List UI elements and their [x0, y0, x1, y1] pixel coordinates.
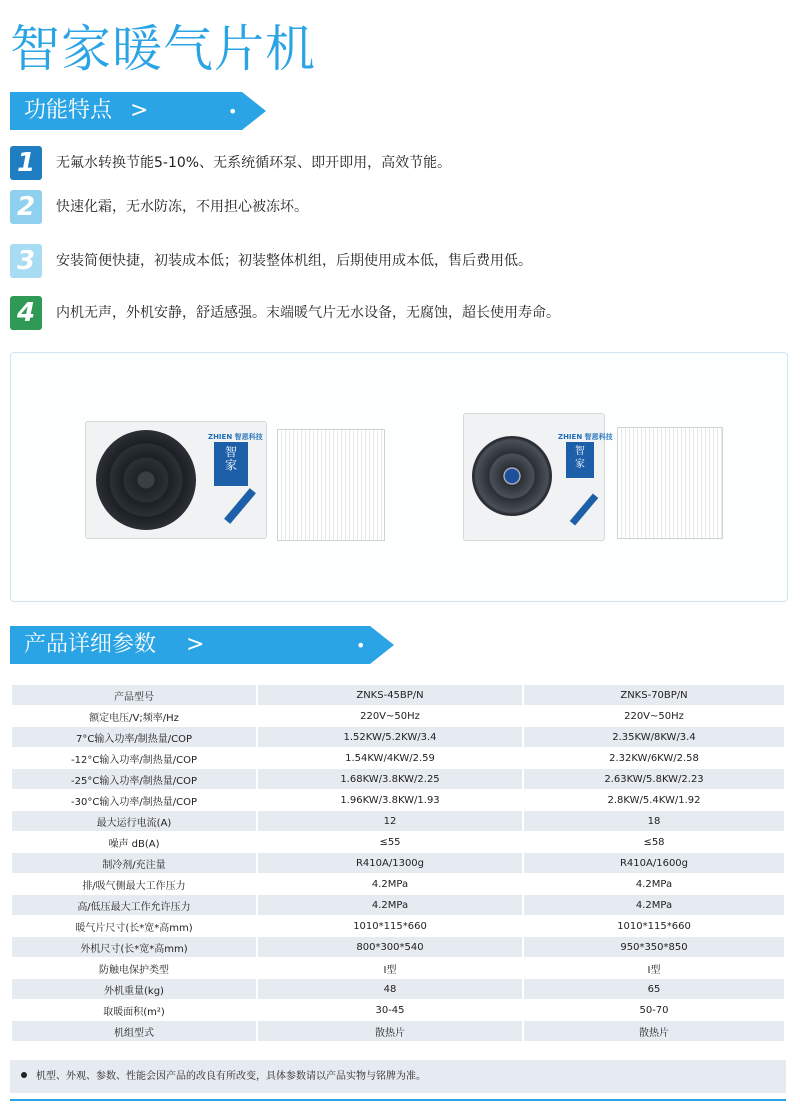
- number-badge-2: 2: [10, 190, 42, 224]
- spec-label-cell: 制冷剂/充注量: [12, 853, 256, 873]
- spec-value-cell: I型: [524, 958, 784, 978]
- number-badge-3: 3: [10, 244, 42, 278]
- spec-value-cell: R410A/1300g: [258, 853, 522, 873]
- spec-value-cell: 4.2MPa: [524, 895, 784, 915]
- table-row: [12, 790, 784, 810]
- logo-bottom-text: 家: [224, 458, 237, 472]
- spec-value-cell: 4.2MPa: [524, 874, 784, 894]
- spec-value-cell: 1.52KW/5.2KW/3.4: [258, 727, 522, 747]
- spec-value-cell: I型: [258, 958, 522, 978]
- spec-label-cell: 产品型号: [12, 685, 256, 705]
- product-image-panel: [10, 352, 788, 602]
- number-badge-4: 4: [10, 296, 42, 330]
- spec-value-cell: 4.2MPa: [258, 895, 522, 915]
- note-text: 机型、外观、参数、性能会因产品的改良有所改变，具体参数请以产品实物与铭牌为准。: [36, 1071, 426, 1082]
- spec-value-cell: 1.68KW/3.8KW/2.25: [258, 769, 522, 789]
- table-row: [12, 1021, 784, 1041]
- decor-stripe: [224, 488, 256, 524]
- spec-label-cell: 噪声 dB(A): [12, 832, 256, 852]
- spec-value-cell: ZNKS-45BP/N: [258, 685, 522, 705]
- logo-card: [566, 442, 594, 478]
- table-row: [12, 895, 784, 915]
- fan-grille-icon: [96, 430, 196, 530]
- table-row: [12, 1000, 784, 1020]
- logo-card: [214, 442, 248, 486]
- spec-value-cell: 1010*115*660: [258, 916, 522, 936]
- spec-label-cell: -30°C输入功率/制热量/COP: [12, 790, 256, 810]
- spec-value-cell: 50-70: [524, 1000, 784, 1020]
- spec-value-cell: 散热片: [524, 1021, 784, 1041]
- spec-value-cell: R410A/1600g: [524, 853, 784, 873]
- spec-table: [10, 684, 786, 1042]
- feature-text-1: 无氟水转换节能5-10%、无系统循环泵、即开即用，高效节能。: [56, 155, 452, 171]
- table-row: [12, 853, 784, 873]
- logo-bottom-text: 家: [575, 459, 585, 470]
- spec-label-cell: 额定电压/V;频率/Hz: [12, 706, 256, 726]
- chevron-right-icon: >: [186, 632, 205, 657]
- params-banner: [10, 626, 394, 664]
- outdoor-unit-70: [463, 413, 613, 541]
- table-row: [12, 958, 784, 978]
- logo-top-text: 智: [575, 446, 585, 457]
- spec-label-cell: 外机尺寸(长*宽*高mm): [12, 937, 256, 957]
- params-banner-label: 产品详细参数: [24, 632, 157, 657]
- spec-label-cell: 高/低压最大工作允许压力: [12, 895, 256, 915]
- chevron-right-icon: >: [130, 98, 149, 123]
- spec-label-cell: 暖气片尺寸(长*宽*高mm): [12, 916, 256, 936]
- spec-value-cell: 2.63KW/5.8KW/2.23: [524, 769, 784, 789]
- spec-value-cell: 18: [524, 811, 784, 831]
- page-title: 智家暖气片机: [10, 20, 316, 78]
- spec-value-cell: 220V~50Hz: [258, 706, 522, 726]
- fan-grille-icon: [472, 436, 552, 516]
- spec-label-cell: -25°C输入功率/制热量/COP: [12, 769, 256, 789]
- spec-value-cell: 4.2MPa: [258, 874, 522, 894]
- table-row: [12, 937, 784, 957]
- feature-text-2: 快速化霜，无水防冻，不用担心被冻坏。: [56, 199, 308, 215]
- spec-value-cell: 800*300*540: [258, 937, 522, 957]
- brand-label: ZHIEN 智恩科技: [208, 433, 263, 441]
- bullet-icon: [21, 1072, 27, 1078]
- spec-value-cell: 2.32KW/6KW/2.58: [524, 748, 784, 768]
- table-row: [12, 832, 784, 852]
- features-banner: [10, 92, 266, 130]
- features-banner-label: 功能特点: [24, 98, 113, 123]
- table-row: [12, 769, 784, 789]
- bottom-divider: [10, 1099, 786, 1101]
- spec-label-cell: 机组型式: [12, 1021, 256, 1041]
- spec-value-cell: 散热片: [258, 1021, 522, 1041]
- radiator-45: [277, 429, 385, 541]
- spec-value-cell: 2.8KW/5.4KW/1.92: [524, 790, 784, 810]
- table-row: [12, 979, 784, 999]
- spec-label-cell: 防触电保护类型: [12, 958, 256, 978]
- spec-value-cell: 12: [258, 811, 522, 831]
- spec-value-cell: 2.35KW/8KW/3.4: [524, 727, 784, 747]
- spec-label-cell: 外机重量(kg): [12, 979, 256, 999]
- table-row: [12, 727, 784, 747]
- table-row: [12, 811, 784, 831]
- svg-text:•: •: [356, 636, 366, 655]
- feature-text-4: 内机无声，外机安静，舒适感强。末端暖气片无水设备，无腐蚀，超长使用寿命。: [56, 305, 560, 321]
- table-row: [12, 874, 784, 894]
- table-row: [12, 706, 784, 726]
- spec-value-cell: 1010*115*660: [524, 916, 784, 936]
- radiator-70: [617, 427, 723, 539]
- brand-label: ZHIEN 智恩科技: [558, 433, 613, 441]
- table-row: [12, 916, 784, 936]
- spec-value-cell: 1.96KW/3.8KW/1.93: [258, 790, 522, 810]
- spec-label-cell: -12°C输入功率/制热量/COP: [12, 748, 256, 768]
- table-row: [12, 748, 784, 768]
- spec-value-cell: ZNKS-70BP/N: [524, 685, 784, 705]
- spec-label-cell: 排/吸气侧最大工作压力: [12, 874, 256, 894]
- spec-value-cell: 950*350*850: [524, 937, 784, 957]
- spec-value-cell: 220V~50Hz: [524, 706, 784, 726]
- spec-value-cell: 30-45: [258, 1000, 522, 1020]
- spec-value-cell: ≤58: [524, 832, 784, 852]
- svg-text:•: •: [228, 102, 238, 121]
- spec-label-cell: 取暖面积(m²): [12, 1000, 256, 1020]
- spec-label-cell: 最大运行电流(A): [12, 811, 256, 831]
- spec-value-cell: ≤55: [258, 832, 522, 852]
- note-row: [10, 1060, 786, 1093]
- spec-value-cell: 1.54KW/4KW/2.59: [258, 748, 522, 768]
- decor-stripe: [570, 493, 599, 525]
- feature-text-3: 安装简便快捷，初装成本低；初装整体机组，后期使用成本低，售后费用低。: [56, 253, 532, 269]
- logo-top-text: 智: [224, 445, 237, 459]
- spec-value-cell: 48: [258, 979, 522, 999]
- spec-value-cell: 65: [524, 979, 784, 999]
- number-badge-1: 1: [10, 146, 42, 180]
- spec-label-cell: 7°C输入功率/制热量/COP: [12, 727, 256, 747]
- outdoor-unit-45: [85, 421, 267, 539]
- table-row: [12, 685, 784, 705]
